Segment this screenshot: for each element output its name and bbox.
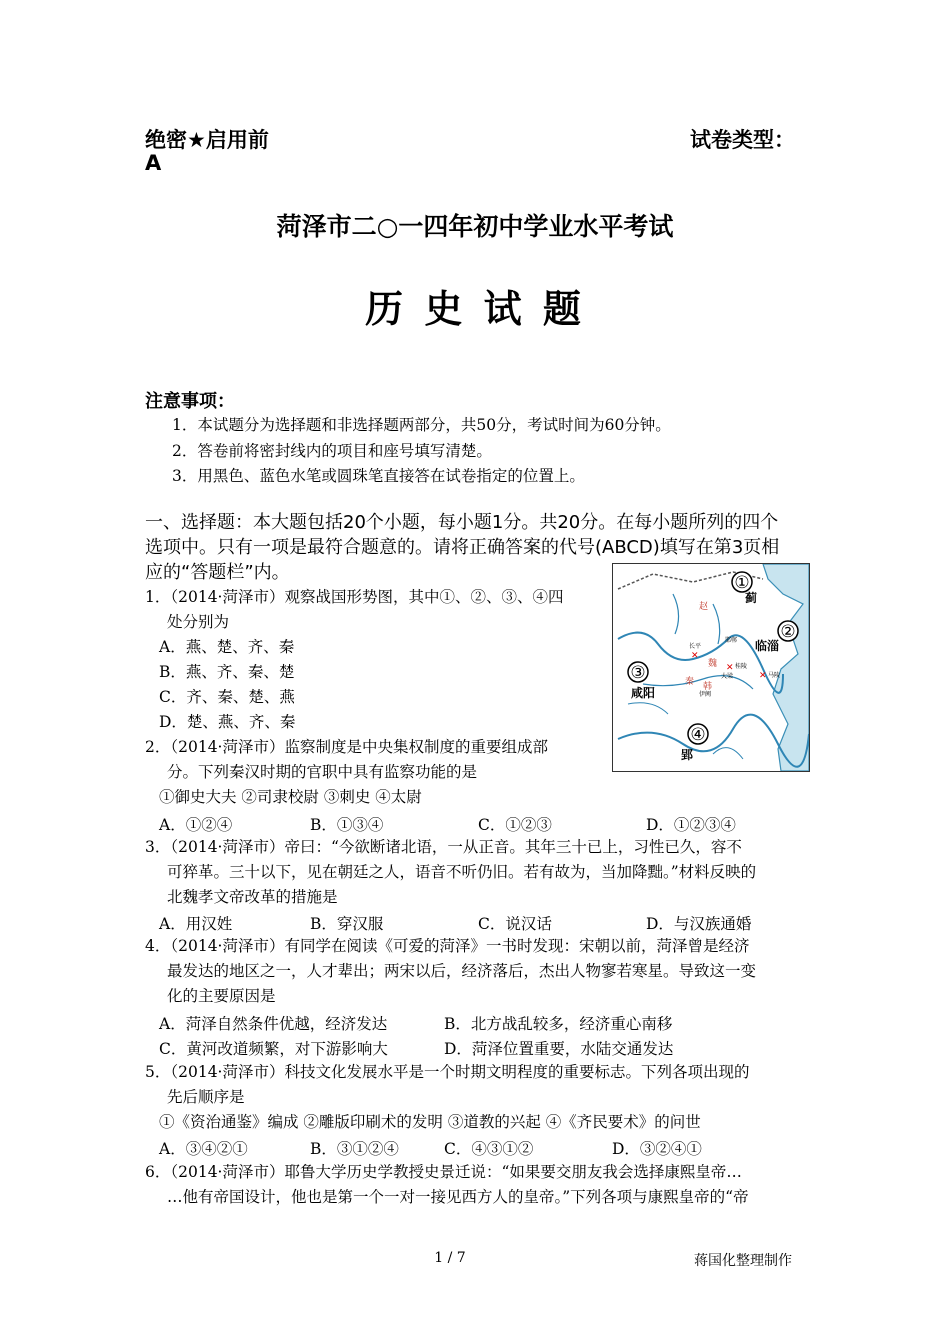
question-stem: 3．（2014·菏泽市）帝曰：“今欲断诸北语，一从正音。其年三十已上，习性已久，容不 xyxy=(145,838,742,856)
option: D．菏泽位置重要，水陆交通发达 xyxy=(444,1040,674,1058)
question-stem: 北魏孝文帝改革的措施是 xyxy=(167,888,338,906)
notice-item: 2．答卷前将密封线内的项目和座号填写清楚。 xyxy=(172,441,492,460)
question-stem: 可猝革。三十以下，见在朝廷之人，语音不听仍旧。若有故为，当加降黜。”材料反映的 xyxy=(167,863,757,881)
option: A．燕、楚、齐、秦 xyxy=(159,638,295,656)
notice-list xyxy=(172,413,671,490)
question-stem: …他有帝国设计，他也是第一个一对一接见西方人的皇帝。”下列各项与康熙皇帝的“帝 xyxy=(167,1188,749,1206)
option: D．①②③④ xyxy=(646,816,736,834)
option: A．①②④ xyxy=(159,816,233,834)
notice-item: 3．用黑色、蓝色水笔或圆珠笔直接答在试卷指定的位置上。 xyxy=(172,467,585,485)
notice-heading: 注意事项： xyxy=(145,391,235,412)
section-intro-line: 应的“答题栏”内。 xyxy=(145,562,290,583)
option: D．与汉族通婚 xyxy=(646,915,752,933)
question-stem: ①《资治通鉴》编成 ②雕版印刷术的发明 ③道教的兴起 ④《齐民要术》的问世 xyxy=(159,1113,701,1131)
battle-mark-icon: ✕ xyxy=(691,651,699,661)
state-zhao: 赵 xyxy=(699,602,709,612)
marker-3-label: ③ xyxy=(630,663,646,683)
city-ying: 郢 xyxy=(681,748,694,762)
question-6 xyxy=(145,1160,749,1210)
city-daliang: 大梁 xyxy=(721,673,734,680)
city-linzi: 临淄 xyxy=(755,639,780,653)
section-intro-line: 一、选择题：本大题包括20个小题，每小题1分。共20分。在每小题所列的四个 xyxy=(145,512,779,533)
option: A．③④②① xyxy=(159,1140,248,1158)
paper-type-label: 试卷类型： xyxy=(690,128,795,152)
option: A．菏泽自然条件优越，经济发达 xyxy=(159,1015,388,1033)
question-stem: 5．（2014·菏泽市）科技文化发展水平是一个时期文明程度的重要标志。下列各项出现的 xyxy=(145,1063,750,1081)
city-changping: 长平 xyxy=(689,643,702,650)
question-stem: 分。下列秦汉时期的官职中具有监察功能的是 xyxy=(167,763,478,781)
option: D．③②④① xyxy=(612,1140,702,1158)
question-2 xyxy=(145,735,548,810)
question-4 xyxy=(145,934,756,1009)
warring-states-map xyxy=(612,563,810,772)
subject-title: 历 史 试 题 xyxy=(365,287,585,331)
city-handan: 邯郸 xyxy=(725,637,738,644)
battle-mark-icon: ✕ xyxy=(759,671,767,681)
battle-mark-icon: ✕ xyxy=(726,663,734,673)
option: B．燕、齐、秦、楚 xyxy=(159,663,295,681)
page-number: 1 / 7 xyxy=(434,1250,466,1266)
option: B．北方战乱较多，经济重心南移 xyxy=(444,1015,673,1033)
option: B．③①②④ xyxy=(310,1140,399,1158)
option: C．④③①② xyxy=(444,1140,534,1158)
section-intro-line: 选项中。只有一项是最符合题意的。请将正确答案的代号(ABCD)填写在第3页相 xyxy=(145,537,780,558)
option: B．①③④ xyxy=(310,816,384,834)
question-stem: 6．（2014·菏泽市）耶鲁大学历史学教授史景迁说：“如果要交朋友我会选择康熙皇帝… xyxy=(145,1163,742,1181)
city-xianyang: 咸阳 xyxy=(631,686,656,700)
marker-2-label: ② xyxy=(780,622,796,642)
option: C．①②③ xyxy=(478,816,552,834)
marker-4-label: ④ xyxy=(690,725,706,745)
option: A．用汉姓 xyxy=(159,915,233,933)
question-stem: 2．（2014·菏泽市）监察制度是中央集权制度的重要组成部 xyxy=(145,738,548,756)
question-stem: 先后顺序是 xyxy=(167,1088,245,1106)
option: D．楚、燕、齐、秦 xyxy=(159,713,296,731)
city-maling: 马陵 xyxy=(768,672,781,679)
city-ji: 蓟 xyxy=(745,591,758,605)
paper-type-value: A xyxy=(145,151,162,175)
exam-title: 菏泽市二○一四年初中学业水平考试 xyxy=(276,212,674,241)
question-stem: 处分别为 xyxy=(167,613,230,631)
question-stem: 化的主要原因是 xyxy=(167,987,276,1005)
footer-credit: 蒋国化整理制作 xyxy=(694,1253,792,1269)
state-wei: 魏 xyxy=(708,659,718,669)
question-stem: 1．（2014·菏泽市）观察战国形势图，其中①、②、③、④四 xyxy=(145,588,564,606)
notice-item: 1．本试题分为选择题和非选择题两部分，共50分，考试时间为60分钟。 xyxy=(172,416,671,434)
city-yique: 伊阙 xyxy=(699,691,712,698)
map-canvas xyxy=(613,564,809,771)
option: C．齐、秦、楚、燕 xyxy=(159,688,295,706)
state-han: 韩 xyxy=(703,682,713,692)
marker-1-label: ① xyxy=(734,573,750,593)
question-stem: ①御史大夫 ②司隶校尉 ③刺史 ④太尉 xyxy=(159,788,422,806)
city-guiling: 桂陵 xyxy=(735,663,748,670)
state-qin: 秦 xyxy=(685,677,695,687)
option: C．说汉话 xyxy=(478,915,552,933)
question-stem: 4．（2014·菏泽市）有同学在阅读《可爱的菏泽》一书时发现：宋朝以前，菏泽曾是经济 xyxy=(145,937,750,955)
option: C．黄河改道频繁，对下游影响大 xyxy=(159,1040,388,1058)
question-stem: 最发达的地区之一，人才辈出；两宋以后，经济落后，杰出人物寥若寒星。导致这一变 xyxy=(167,962,757,980)
question-1 xyxy=(145,585,564,735)
confidential-label: 绝密★启用前 xyxy=(145,128,269,152)
sea xyxy=(763,564,809,771)
question-3 xyxy=(145,835,756,910)
question-5 xyxy=(145,1060,750,1135)
option: B．穿汉服 xyxy=(310,915,384,933)
